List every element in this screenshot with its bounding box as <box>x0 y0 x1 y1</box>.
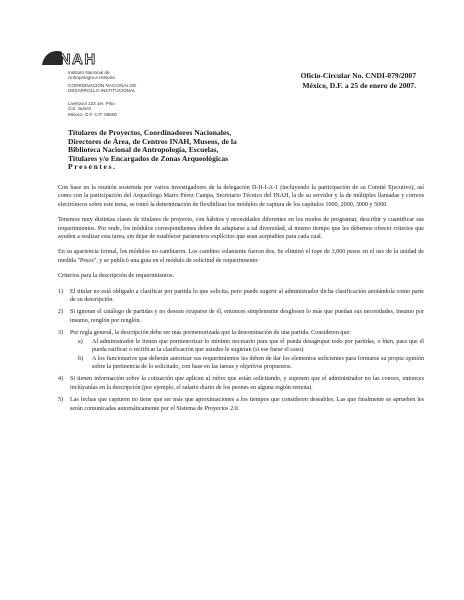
sub-item-mark: b) <box>78 355 84 362</box>
sub-item-text: A los funcionarios que deberán autorizar sus requerimientos les deben de dar los elementos suficientes para formarse su propia opinión sobre la pertinencia de lo solicitado, con base en las tareas y objetivos propuestos. <box>92 355 424 370</box>
address-line3: México, D.F. C.P. 06600 <box>68 111 117 117</box>
item-number: 5) <box>58 397 64 404</box>
item-text: Si tienen información sobre la cotización que aplican al rubro que están solicitando, y suponen que el administrador no las conoce, entonces inclúyanlas en la descripción (por ejemplo, el salario diario de los peones en alguna región remota). <box>70 376 424 391</box>
place-date: México, D.F. a 25 de enero de 2007. <box>302 80 416 90</box>
criteria-item <box>58 329 424 371</box>
addressee-line2: Directores de Área, de Centros INAH, Museos, de la <box>68 136 237 146</box>
item-number: 3) <box>58 330 64 337</box>
address-line1: Liverpool 123 1er. Piso <box>68 101 115 106</box>
sub-criteria-item <box>70 355 424 372</box>
criteria-list <box>58 288 424 413</box>
institution-name <box>68 70 137 94</box>
institution-line1: Instituto Nacional de <box>68 70 110 75</box>
item-number: 4) <box>58 376 64 383</box>
item-text: Las fechas que capturen no tiene que ser más que aproximaciones a los tiempos que consideren deseables. Las que finalmente se aprueben les serán comunicadas automáticamente por el Sistema de Proyectos 2.0. <box>70 397 424 412</box>
inah-logo <box>40 47 104 69</box>
sub-criteria-list <box>70 338 424 372</box>
sub-item-mark: a) <box>78 338 83 345</box>
item-number: 1) <box>58 288 64 295</box>
criteria-item <box>58 308 424 325</box>
department-line1: COORDINACIÓN NACIONAL DE <box>68 82 137 88</box>
item-text: El titular no está obligado a clasificar por partida lo que solicita, pero puede sugerir al administrador dicha clasificación anotándola como parte de su descripción. <box>70 288 424 304</box>
addressee-block <box>68 129 237 172</box>
addressee-line3: Biblioteca Nacional de Antropología, Escuelas, <box>68 145 219 155</box>
item-text: Por regla general, la descripción debe ser más pormenorizada que la denominación de una partida. Consideren que: <box>70 330 351 337</box>
paragraph-2: Tenemos muy distintas clases de titulares de proyecto, con hábitos y necesidades diferentes en los modos de programar, describir y cuantificar sus requerimientos. Por ende, los módulos correspondientes deben de adaptarse a tal diversidad, al mismo tiempo que les debemos ofrecer criterios que ayuden a realizar esta tarea, sin dejar de establecer parámetros explícitos que sean aceptables para cada cual. <box>58 217 424 241</box>
letter-body <box>58 184 424 417</box>
addressee-line1: Titulares de Proyectos, Coordinadores Nacionales, <box>68 128 232 137</box>
criteria-item <box>58 396 424 413</box>
item-text: Si ignoran el catálogo de partidas y no desean ocuparse de él, entonces simplemente desglosen lo más que puedan sus necesidades, insumo por insumo, renglón por renglón. <box>70 309 424 324</box>
item-number: 2) <box>58 309 64 316</box>
paragraph-3: En su apariencia formal, los módulos no cambiaron. Los cambios solamente fueron dos. Se eliminó el tope de 3,000 pesos en el uso de la unidad de medida "Pesos", y se publicó una guía en el módulo de solicitud de requerimiento: <box>58 249 424 264</box>
addressee-presentes: Presentes. <box>68 162 117 172</box>
criteria-heading: Criterios para la descripción de requerimientos: <box>58 273 174 280</box>
institution-line2: Antropología e Historia <box>68 75 115 81</box>
sub-criteria-item <box>70 338 424 355</box>
oficio-number: Oficio-Circular No. CNDI-079/2007 <box>300 71 416 80</box>
criteria-item <box>58 288 424 305</box>
address-line2: Col. Juárez <box>68 106 92 112</box>
svg-text:INAH: INAH <box>54 51 97 68</box>
oficio-reference <box>300 71 416 90</box>
addressee-line4: Titulares y/o Encargados de Zonas Arqueológicas <box>68 153 229 163</box>
institution-address <box>68 101 117 117</box>
department-line2: DESARROLLO INSTITUCIONAL <box>68 88 136 94</box>
paragraph-1: Con base en la reunión sostenida por varios investigadores de la delegación D-II-I-A-1 (incluyendo la participación de su Comité Ejecutivo), así como con la participación del Arqueólogo Mario Pérez Campa, Secretario Técnico del INAH, la de su servidor y la de múltiples llamadas y correos electrónicos sobre este tema, se tomó la determinación de flexibilizar los módulos de captura de los capítulos 1000, 2000, 3000 y 5000. <box>58 185 424 208</box>
criteria-item <box>58 375 424 392</box>
sub-item-text: Al administrador le tienen que pormenorizar lo mínimo necesario para que él pueda desagrupar todo por partidas, o bien, para que él pueda ratificar o rectificar la clasificación que ustedes le sugieran (si ese fuese el caso). <box>92 338 424 354</box>
